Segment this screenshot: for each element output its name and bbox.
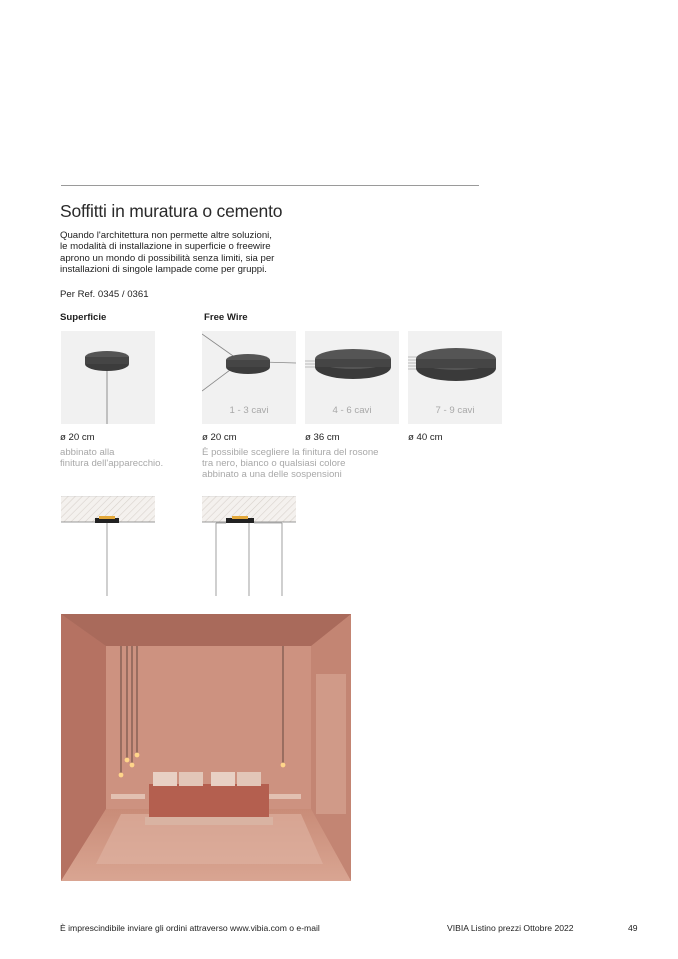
superficie-heading: Superficie — [60, 312, 107, 323]
cable-count-label: 1 - 3 cavi — [229, 405, 269, 416]
page-number: 49 — [628, 923, 638, 933]
freewire-rosone-large-image — [408, 331, 502, 424]
intro-text — [60, 230, 310, 275]
freewire-diameter-medium: ø 36 cm — [305, 432, 340, 443]
intro-line: installazioni di singole lampade come per gruppi. — [60, 263, 267, 275]
freewire-diameter-small: ø 20 cm — [202, 432, 237, 443]
footer-brand: VIBIA Listino prezzi Ottobre 2022 — [447, 923, 574, 933]
intro-line: aprono un mondo di possibilità senza limiti, sia per — [60, 252, 275, 264]
note-line: abbinato a una delle sospensioni — [202, 469, 342, 481]
cable-count-label: 4 - 6 cavi — [332, 405, 372, 416]
section-title: Soffitti in muratura o cemento — [60, 201, 283, 221]
intro-line: le modalità di installazione in superficie o freewire — [60, 241, 271, 253]
note-line: finitura dell'apparecchio. — [60, 458, 164, 470]
section-divider — [61, 185, 479, 186]
freewire-rosone-small-image — [202, 331, 296, 424]
product-reference: Per Ref. 0345 / 0361 — [60, 289, 149, 300]
freewire-diameter-large: ø 40 cm — [408, 432, 443, 443]
superficie-rosone-image — [61, 331, 155, 424]
note-line: abbinato alla — [60, 447, 115, 458]
freewire-finish-note — [202, 447, 379, 481]
superficie-diameter: ø 20 cm — [60, 432, 95, 443]
footer-order-note: È imprescindibile inviare gli ordini attraverso www.vibia.com o e-mail — [60, 923, 320, 933]
cable-count-label: 7 - 9 cavi — [435, 405, 475, 416]
freewire-rosone-medium-image — [305, 331, 399, 424]
freewire-heading: Free Wire — [204, 312, 248, 323]
note-line: È possibile scegliere la finitura del rosone — [202, 447, 379, 458]
intro-line: Quando l'architettura non permette altre soluzioni, — [60, 230, 272, 241]
superficie-finish-note — [60, 447, 163, 469]
freewire-section-diagram — [202, 496, 296, 598]
bedroom-photo — [61, 614, 351, 881]
note-line: tra nero, bianco o qualsiasi colore — [202, 458, 346, 470]
superficie-section-diagram — [61, 496, 155, 598]
